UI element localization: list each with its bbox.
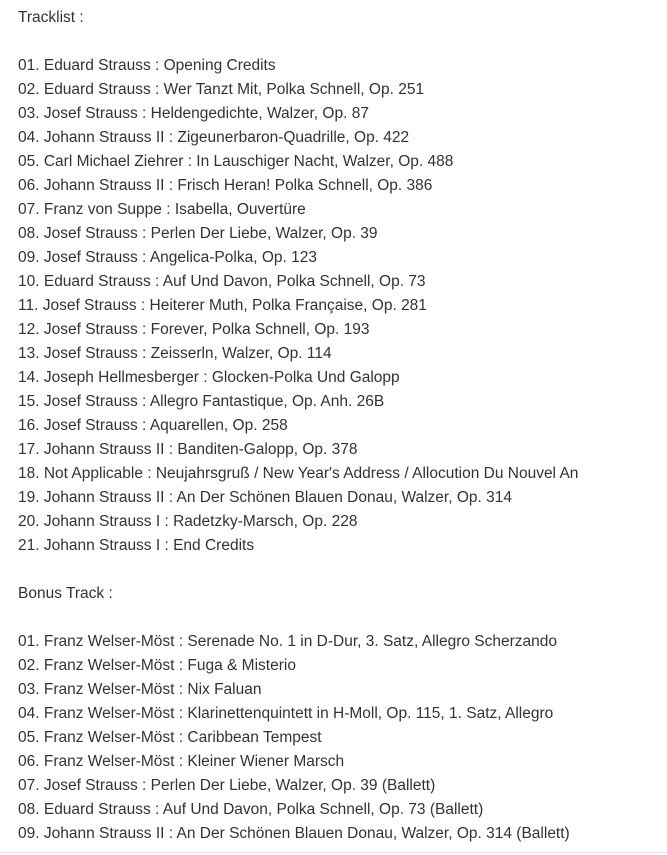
track-item: 15. Josef Strauss : Allegro Fantastique, Op. Anh. 26B — [18, 393, 385, 410]
track-item: 06. Johann Strauss II : Frisch Heran! Polka Schnell, Op. 386 — [18, 177, 433, 194]
spacer — [18, 606, 663, 630]
tracklist-heading: Tracklist : — [18, 9, 84, 26]
track-item: 20. Johann Strauss I : Radetzky-Marsch, Op. 228 — [18, 513, 358, 530]
bonus-track-item: 09. Johann Strauss II : An Der Schönen Blauen Donau, Walzer, Op. 314 (Ballett) — [18, 825, 570, 842]
track-item: 02. Eduard Strauss : Wer Tanzt Mit, Polka Schnell, Op. 251 — [18, 81, 425, 98]
track-item: 08. Josef Strauss : Perlen Der Liebe, Walzer, Op. 39 — [18, 225, 378, 242]
track-item: 17. Johann Strauss II : Banditen-Galopp, Op. 378 — [18, 441, 358, 458]
bonus-track-item: 07. Josef Strauss : Perlen Der Liebe, Walzer, Op. 39 (Ballett) — [18, 777, 436, 794]
bonus-track-item: 01. Franz Welser-Möst : Serenade No. 1 in D-Dur, 3. Satz, Allegro Scherzando — [18, 633, 558, 650]
track-item: 01. Eduard Strauss : Opening Credits — [18, 57, 276, 74]
track-item: 19. Johann Strauss II : An Der Schönen Blauen Donau, Walzer, Op. 314 — [18, 489, 513, 506]
spacer — [18, 558, 663, 582]
bonus-track-item: 08. Eduard Strauss : Auf Und Davon, Polka Schnell, Op. 73 (Ballett) — [18, 801, 484, 818]
track-item: 18. Not Applicable : Neujahrsgruß / New Year's Address / Allocution Du Nouvel An — [18, 465, 579, 482]
bonus-track-item: 02. Franz Welser-Möst : Fuga & Misterio — [18, 657, 296, 674]
bonus-track-item: 03. Franz Welser-Möst : Nix Faluan — [18, 681, 262, 698]
track-item: 14. Joseph Hellmesberger : Glocken-Polka Und Galopp — [18, 369, 400, 386]
track-item: 21. Johann Strauss I : End Credits — [18, 537, 255, 554]
track-item: 03. Josef Strauss : Heldengedichte, Walzer, Op. 87 — [18, 105, 369, 122]
track-item: 12. Josef Strauss : Forever, Polka Schnell, Op. 193 — [18, 321, 370, 338]
bonus-track-item: 06. Franz Welser-Möst : Kleiner Wiener Marsch — [18, 753, 345, 770]
bonus-track-item: 05. Franz Welser-Möst : Caribbean Tempest — [18, 729, 322, 746]
track-item: 09. Josef Strauss : Angelica-Polka, Op. 123 — [18, 249, 317, 266]
track-item: 05. Carl Michael Ziehrer : In Lauschiger Nacht, Walzer, Op. 488 — [18, 153, 454, 170]
bonus-heading: Bonus Track : — [18, 585, 113, 602]
track-item: 04. Johann Strauss II : Zigeunerbaron-Quadrille, Op. 422 — [18, 129, 410, 146]
track-item: 11. Josef Strauss : Heiterer Muth, Polka Française, Op. 281 — [18, 297, 427, 314]
track-item: 07. Franz von Suppe : Isabella, Ouvertüre — [18, 201, 306, 218]
bonus-track-item: 04. Franz Welser-Möst : Klarinettenquintett in H-Moll, Op. 115, 1. Satz, Allegro — [18, 705, 554, 722]
track-item: 13. Josef Strauss : Zeisserln, Walzer, Op. 114 — [18, 345, 332, 362]
track-item: 16. Josef Strauss : Aquarellen, Op. 258 — [18, 417, 288, 434]
tracklist-document — [18, 6, 663, 846]
spacer — [18, 30, 663, 54]
bottom-divider — [0, 852, 667, 853]
track-item: 10. Eduard Strauss : Auf Und Davon, Polka Schnell, Op. 73 — [18, 273, 426, 290]
